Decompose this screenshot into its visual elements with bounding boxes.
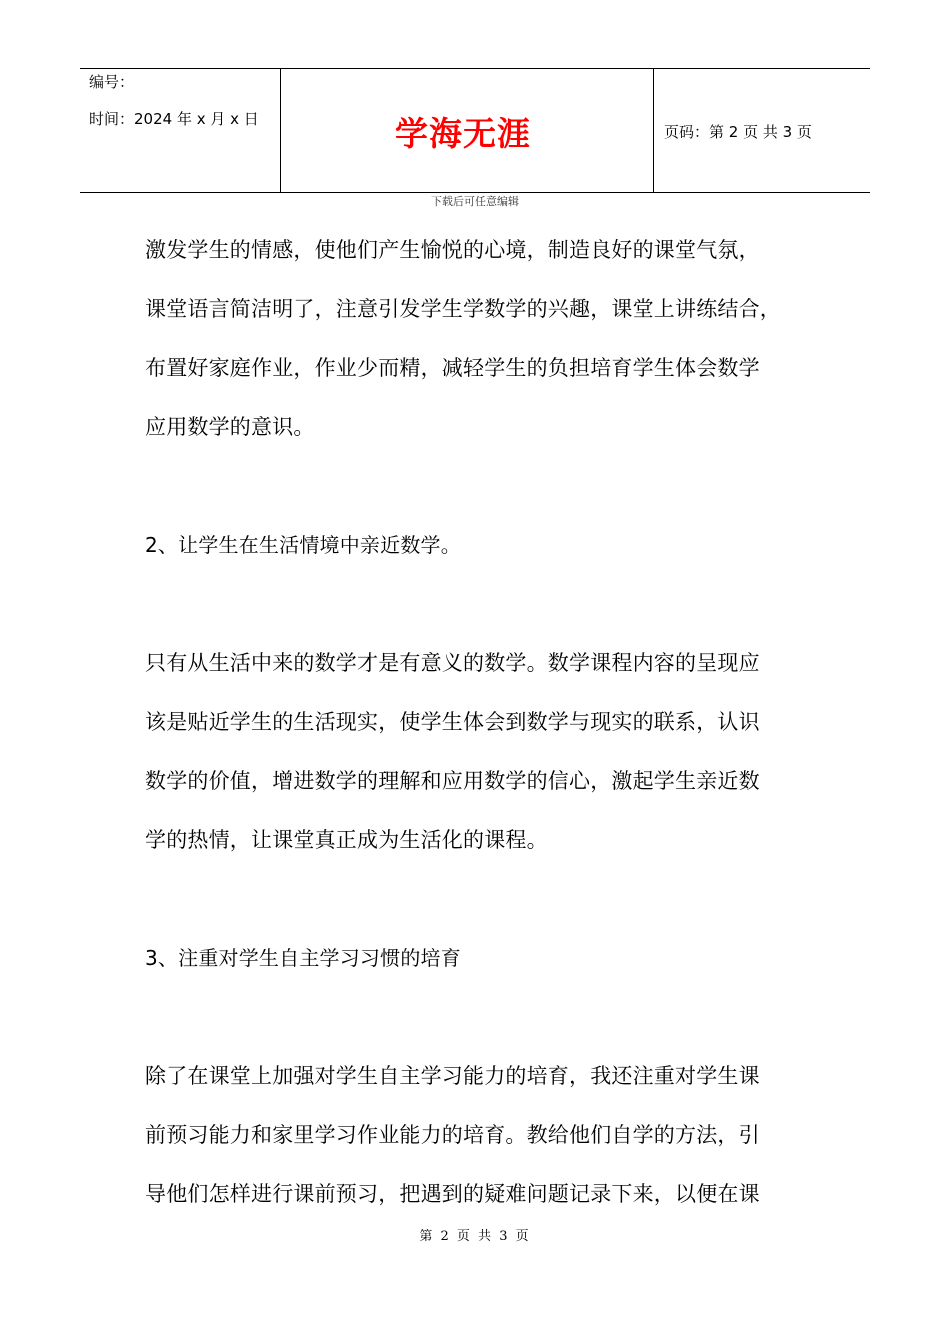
paragraph-gap (145, 473, 845, 532)
paragraph-line: 只有从生活中来的数学才是有意义的数学。数学课程内容的呈现应 (145, 651, 760, 675)
section-heading: 2、让学生在生活情境中亲近数学。 (145, 533, 461, 557)
header-title-cell (281, 69, 654, 193)
paragraph-line: 布置好家庭作业，作业少而精，减轻学生的负担培育学生体会数学 (145, 356, 760, 380)
paragraph-line: 应用数学的意识。 (145, 415, 315, 439)
header-title: 学海无涯 (395, 113, 531, 153)
paragraph-gap (145, 886, 845, 945)
document-number-label: 编号： (89, 73, 135, 91)
paragraph-line: 前预习能力和家里学习作业能力的培育。教给他们自学的方法，引 (145, 1123, 760, 1147)
paragraph-line: 学的热情，让课堂真正成为生活化的课程。 (145, 828, 548, 852)
document-header (80, 68, 870, 193)
header-info-cell (80, 69, 281, 193)
paragraph-line: 课堂语言简洁明了，注意引发学生学数学的兴趣，课堂上讲练结合， (145, 297, 781, 321)
header-page-number: 页码：第 2 页 共 3 页 (664, 122, 812, 141)
edit-note: 下载后可任意编辑 (431, 195, 519, 208)
document-body (145, 237, 845, 1240)
section-heading: 3、注重对学生自主学习习惯的培育 (145, 946, 461, 970)
document-date-label: 时间：2024 年 x 月 x 日 (89, 110, 259, 128)
paragraph-line: 导他们怎样进行课前预习，把遇到的疑难问题记录下来，以便在课 (145, 1182, 760, 1206)
paragraph-line: 该是贴近学生的生活现实，使学生体会到数学与现实的联系，认识 (145, 710, 760, 734)
paragraph-gap (145, 591, 845, 650)
paragraph-line: 数学的价值，增进数学的理解和应用数学的信心，激起学生亲近数 (145, 769, 760, 793)
page-footer: 第 2 页 共 3 页 (419, 1229, 531, 1244)
paragraph-line: 除了在课堂上加强对学生自主学习能力的培育，我还注重对学生课 (145, 1064, 760, 1088)
paragraph-line: 激发学生的情感，使他们产生愉悦的心境，制造良好的课堂气氛， (145, 238, 760, 262)
header-page-cell (664, 69, 812, 193)
paragraph-gap (145, 1004, 845, 1063)
